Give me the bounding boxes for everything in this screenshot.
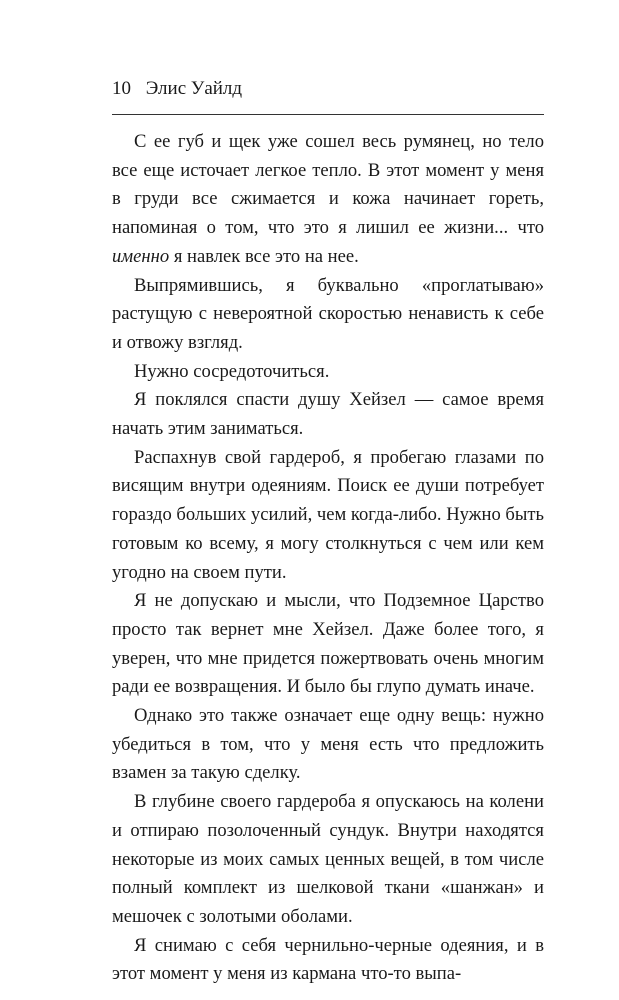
paragraph: В глубине своего гардероба я опускаюсь на колени и отпираю позолоченный сундук. Внутри находятся некоторые из моих самых ценных вещей, в том числе полный комплект из шелковой ткани «шанжан» и мешочек с золотыми оболами. [112,791,544,927]
paragraph [112,128,544,272]
emphasized-word: именно [112,245,170,267]
paragraph: Я не допускаю и мысли, что Подземное Царство просто так вернет мне Хейзел. Даже более того, я уверен, что мне придется пожертвовать очень многим ради ее возвращения. И было бы глупо думать иначе. [112,590,544,698]
paragraph: Я снимаю с себя чернильно-черные одеяния, и в этот момент у меня из кармана что-то выпа- [112,934,544,985]
paragraph: Я поклялся спасти душу Хейзел — самое время начать этим заниматься. [112,389,544,440]
paragraph: Выпрямившись, я буквально «проглатываю» растущую с невероятной скоростью ненависть к себе и отвожу взгляд. [112,274,544,353]
paragraph: Нужно сосредоточиться. [134,360,330,382]
paragraph-text: С ее губ и щек уже сошел весь румянец, но тело все еще источает легкое тепло. В этот момент у меня в груди все сжимается и кожа начинает гореть, напоминая о том, что это я лишил ее жизни... что [112,131,544,239]
paragraph-text: я навлек все это на нее. [169,245,359,267]
paragraph: Распахнув свой гардероб, я пробегаю глазами по висящим внутри одеяниям. Поиск ее души потребует гораздо больших усилий, чем когда-либо. Нужно быть готовым ко всему, я могу столкнуться с чем или кем угодно на своем пути. [112,446,544,583]
author-name: Элис Уайлд [145,78,243,99]
header-divider [112,114,544,115]
running-head [112,72,542,106]
body-text [112,128,544,989]
page-number: 10 [112,78,131,99]
paragraph: Однако это также означает еще одну вещь: нужно убедиться в том, что у меня есть что предложить взамен за такую сделку. [112,705,544,784]
